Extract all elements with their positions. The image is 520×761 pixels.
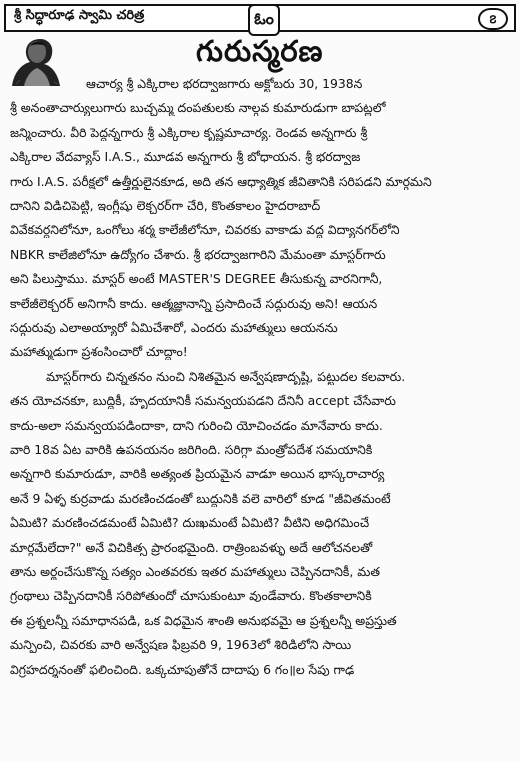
- text-line: ఎక్కిరాల వేదవ్యాస్ I.A.S., మూడవ అన్నగారు శ్రీ బోధాయన. శ్రీ భరద్వాజ: [10, 149, 361, 165]
- om-emblem-icon: ఓం: [248, 4, 280, 36]
- text-line: విగ్రహదర్శనంతో ఫలించింది. ఒక్కచూపుతోనే దాదాపు 6 గం॥ల సేపు గాఢ: [10, 661, 355, 677]
- portrait-image: [6, 36, 64, 88]
- text-line: దానిని విడిచిపెట్టి, ఇంగ్లీషు లెక్చరర్‌గా చేరి, కొంతకాలం హైదరాబాద్: [10, 198, 321, 213]
- text-line: అనే 9 ఏళ్ళ కుర్రవాడు మరణించడంతో బుద్ధునికి వలె వారిలో కూడ "జీవితమంటే: [10, 490, 391, 506]
- text-line: మన్పించి, చివరకు వారి అన్వేషణ ఫిబ్రవరి 9, 1963లో శిరిడిలోని సాయి: [10, 637, 352, 653]
- text-line: జన్మించారు. వీరి పెద్దన్నగారు శ్రీ ఎక్కిరాల కృష్ణమాచార్య. రెండవ అన్నగారు శ్రీ: [10, 124, 368, 140]
- text-line: మార్గమేలేదా?" అనే విచికిత్స ప్రారంభమైంది. రాత్రింబవళ్ళు అదే ఆలోచనలతో: [10, 539, 373, 555]
- text-line: అని పిలుస్తాము. మాస్టర్ అంటే MASTER'S DEGREE తీసుకున్న వారనిగానీ,: [10, 271, 383, 287]
- text-line: ఏమిటి? మరణించడమంటే ఏమిటి? దుఃఖమంటే ఏమిటి? వీటిని అధిగమించే: [10, 515, 370, 531]
- text-line: కాదు-అలా సమన్వయపడిందాకా, దాని గురించి యోచించడం మానేవారు కాదు.: [10, 417, 383, 433]
- text-line: సద్గురువు ఎలాఅయ్యారో ఏమిచేశారో, ఎందరు మహాత్ములు ఆయనను: [10, 320, 338, 335]
- text-line: తాను అర్థంచేసుకొన్న సత్యం ఎంతవరకు ఇతర మహాత్ములు చెప్పినదానికీ, మత: [10, 564, 381, 579]
- text-line: మాస్టర్‌గారు చిన్నతనం నుంచి నిశితమైన అన్వేషణాదృష్టి, పట్టుదల కలవారు.: [46, 368, 406, 384]
- text-line: కాలేజీలెక్చరర్ అనిగానీ కాదు. ఆత్మజ్ఞానాన్ని ప్రసాదించే సద్గురువు అని! ఆయన: [10, 295, 378, 311]
- book-title: శ్రీ సిద్ధారూఢ స్వామి చరిత్ర: [14, 8, 145, 23]
- text-line: ఆచార్య శ్రీ ఎక్కిరాల భరద్వాజగారు అక్టోబరు 30, 1938న: [86, 76, 363, 91]
- text-line: తన యోచనకూ, బుద్ధికీ, హృదయానికీ సమన్వయపడని దేనినీ accept చేసేవారు: [10, 393, 396, 409]
- text-line: మహాత్ముడుగా ప్రశంసించారో చూద్దాం!: [10, 344, 188, 360]
- text-line: గారు I.A.S. పరీక్షలో ఉత్తీర్ణులైనకూడ, అది తన ఆధ్యాత్మిక జీవితానికి సరిపడని మార్గమని: [10, 173, 432, 189]
- text-line: గ్రంథాలు చెప్పినదానికీ సరిపోతుందో చూసుకుంటూ వుండేవారు. కొంతకాలానికి: [10, 588, 372, 604]
- article-heading: గురుస్మరణ: [196, 34, 324, 68]
- text-line: వారి 18వ ఏట వారికి ఉపనయనం జరిగింది. సరిగ్గా మంత్రోపదేశ సమయానికి: [10, 442, 373, 457]
- text-line: శ్రీ అనంతాచార్యులుగారు బుచ్చమ్మ దంపతులకు నాల్గవ కుమారుడుగా బాపట్లలో: [10, 100, 386, 116]
- running-header: [4, 4, 516, 32]
- text-line: ఈ ప్రశ్నలన్నీ సమాధానపడి, ఒక విధమైన శాంతి అనుభవమై ఆ ప్రశ్నలన్నీ అప్రస్తుత: [10, 612, 397, 628]
- text-line: వివేకవర్ధనిలోనూ, ఒంగోలు శర్మ కాలేజీలోనూ, చివరకు వాకాడు వద్ద విద్యానగర్‌లోని: [10, 222, 400, 238]
- text-line: అన్నగారి కుమారుడూ, వారికి అత్యంత ప్రియమైన వాడూ అయిన భాస్కరాచార్య: [10, 466, 385, 482]
- page-number: ౭: [478, 8, 508, 30]
- text-line: NBKR కాలేజిలోనూ ఉద్యోగం చేశారు. శ్రీ భరద్వాజగారిని మేమంతా మాస్టర్‌గారు: [10, 246, 386, 262]
